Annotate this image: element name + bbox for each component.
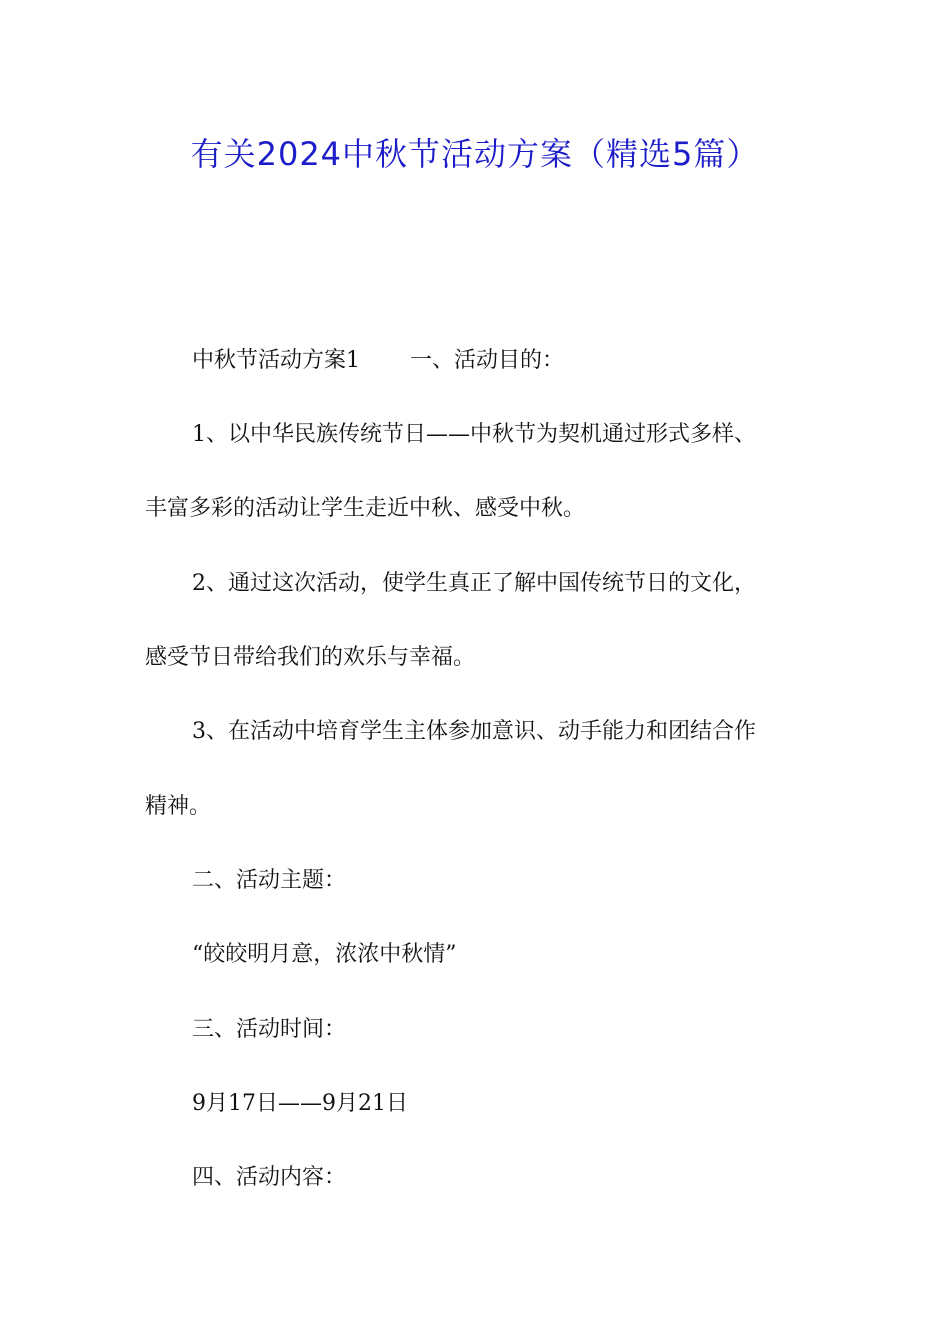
section-2-heading: 二、活动主题： — [192, 868, 347, 893]
section-3-heading: 三、活动时间： — [192, 1017, 347, 1042]
plan-heading: 中秋节活动方案1 — [192, 348, 360, 373]
paragraph-2-line-2: 感受节日带给我们的欢乐与幸福。 — [145, 645, 476, 670]
activity-theme: “皎皎明月意，浓浓中秋情” — [192, 942, 457, 967]
paragraph-3-line-1: 3、在活动中培育学生主体参加意识、动手能力和团结合作 — [192, 719, 756, 744]
paragraph-3-line-2: 精神。 — [145, 794, 212, 819]
opening-heading-line — [192, 346, 564, 376]
document-title: 有关2024中秋节活动方案（精选5篇） — [190, 135, 760, 173]
activity-time: 9月17日——9月21日 — [192, 1091, 408, 1116]
section-4-heading: 四、活动内容： — [192, 1165, 347, 1190]
paragraph-1-line-1: 1、以中华民族传统节日——中秋节为契机通过形式多样、 — [192, 422, 756, 447]
paragraph-1-line-2: 丰富多彩的活动让学生走近中秋、感受中秋。 — [145, 496, 586, 521]
section-1-heading: 一、活动目的： — [410, 348, 565, 373]
paragraph-2-line-1: 2、通过这次活动，使学生真正了解中国传统节日的文化， — [192, 571, 756, 596]
